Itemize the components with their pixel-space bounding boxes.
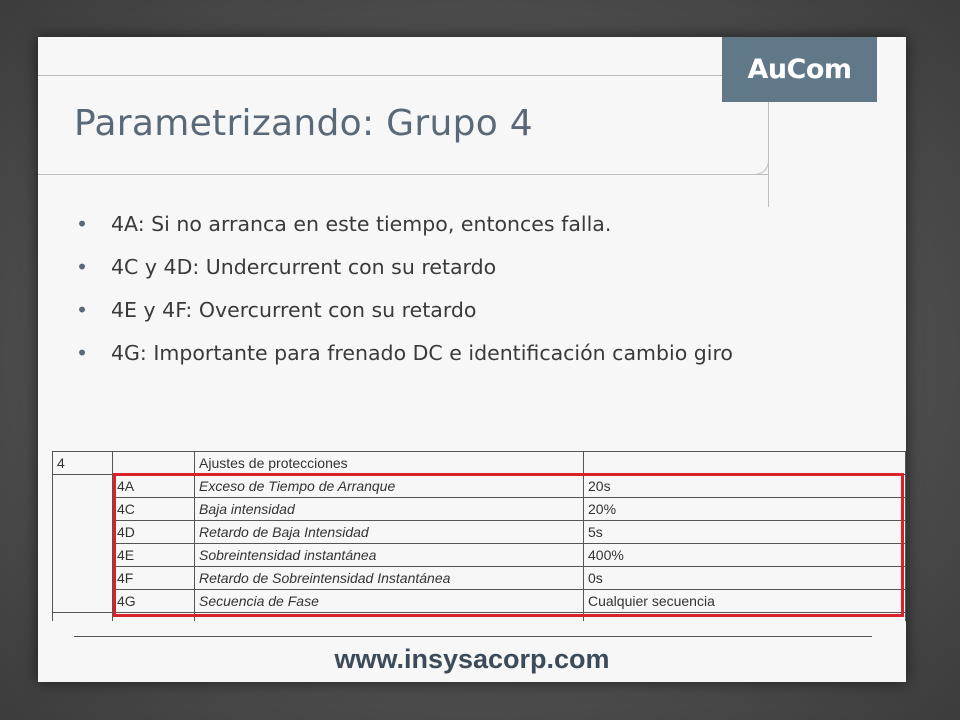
bullet-item: [76, 211, 824, 238]
table-cell: [53, 613, 113, 622]
header-rule-top: [38, 75, 758, 76]
row-name: Sobreintensidad instantánea: [195, 544, 584, 567]
bullet-dot: •: [76, 212, 89, 236]
slide: [38, 37, 906, 682]
row-name: Secuencia de Fase: [195, 590, 584, 613]
header-rule-bottom: [38, 174, 768, 175]
table-cell: Ajustes de protecciones: [195, 452, 584, 475]
table-header-row: [53, 452, 906, 475]
bullet-text: 4E y 4F: Overcurrent con su retardo: [111, 298, 477, 322]
bullet-dot: •: [76, 298, 89, 322]
bullet-dot: •: [76, 255, 89, 279]
row-code: 4G: [113, 590, 195, 613]
header-rule-right: [768, 97, 769, 207]
table-cell: 4: [53, 452, 113, 475]
slide-title: Parametrizando: Grupo 4: [74, 103, 534, 144]
row-code: 4D: [113, 521, 195, 544]
row-name: Retardo de Baja Intensidad: [195, 521, 584, 544]
bullet-dot: •: [76, 341, 89, 365]
row-code: 4F: [113, 567, 195, 590]
row-value: 20s: [584, 475, 906, 498]
table-cell: [113, 452, 195, 475]
row-name: Retardo de Sobreintensidad Instantánea: [195, 567, 584, 590]
row-value: 5s: [584, 521, 906, 544]
logo-text: AuCom: [747, 54, 852, 85]
table-cell: [53, 475, 113, 613]
bullet-text: 4C y 4D: Undercurrent con su retardo: [111, 255, 497, 279]
footer-rule: [74, 636, 872, 637]
table-cell: [584, 452, 906, 475]
bullet-text: 4G: Importante para frenado DC e identificación cambio giro: [111, 341, 733, 365]
row-name: Baja intensidad: [195, 498, 584, 521]
row-value: 400%: [584, 544, 906, 567]
bullet-item: [76, 254, 824, 281]
row-value: Cualquier secuencia: [584, 590, 906, 613]
aucom-logo: [722, 37, 877, 102]
row-value: 20%: [584, 498, 906, 521]
row-value: 0s: [584, 567, 906, 590]
header-rule-corner-bottom: [750, 157, 769, 175]
bullet-list: [76, 211, 824, 367]
bullet-text: 4A: Si no arranca en este tiempo, entonces falla.: [111, 212, 612, 236]
highlight-box: [113, 473, 904, 617]
row-code: 4A: [113, 475, 195, 498]
bullet-item: [76, 340, 824, 367]
row-code: 4E: [113, 544, 195, 567]
row-name: Exceso de Tiempo de Arranque: [195, 475, 584, 498]
footer-url: www.insysacorp.com: [334, 644, 610, 674]
bullet-item: [76, 297, 824, 324]
row-code: 4C: [113, 498, 195, 521]
